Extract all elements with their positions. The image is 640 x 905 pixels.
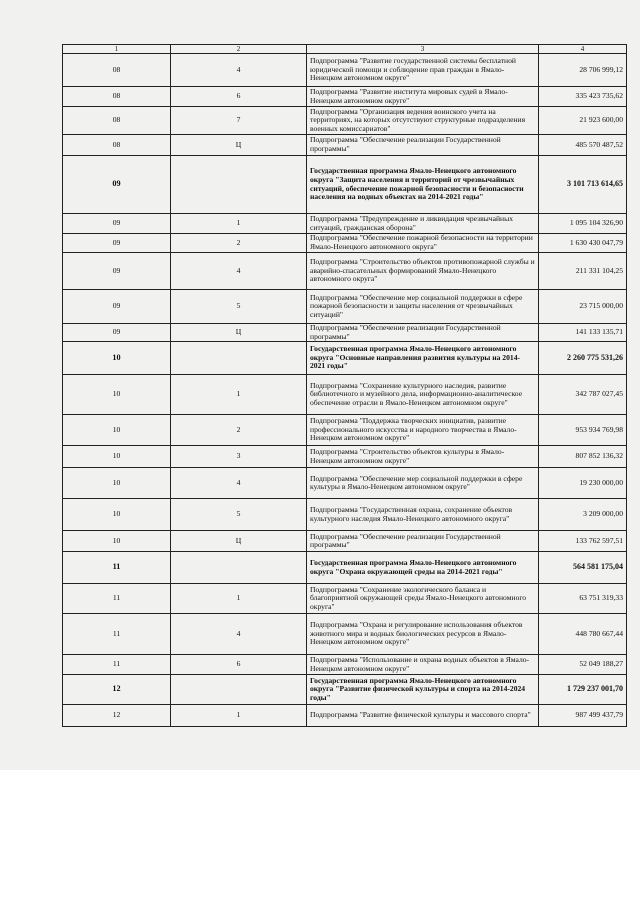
program-name-cell: Государственная программа Ямало-Ненецкого автономного округа "Охрана окружающей среды на 2014-2021 годы" [307,552,539,584]
subprogram-code-cell: 1 [171,705,307,727]
subprogram-row [63,415,627,446]
program-code-cell: 11 [63,655,171,675]
program-row [63,675,627,705]
program-code-cell: 11 [63,584,171,614]
program-name-cell: Подпрограмма "Обеспечение мер социальной поддержки в сфере культуры в Ямало-Ненецком автономном округе" [307,468,539,499]
program-row [63,552,627,584]
program-code-cell: 09 [63,214,171,234]
program-code-cell: 08 [63,135,171,156]
amount-cell: 448 780 667,44 [539,614,627,655]
subprogram-code-cell [171,156,307,214]
program-name-cell: Подпрограмма "Использование и охрана водных объектов в Ямало-Ненецком автономном округе" [307,655,539,675]
program-code-cell: 09 [63,156,171,214]
subprogram-code-cell: 1 [171,375,307,415]
subprogram-code-cell: 5 [171,290,307,324]
program-code-cell: 12 [63,705,171,727]
program-name-cell: Подпрограмма "Обеспечение реализации Государственной программы" [307,531,539,552]
program-row [63,156,627,214]
amount-cell: 807 852 136,32 [539,446,627,468]
amount-cell: 3 209 000,00 [539,499,627,531]
subprogram-row [63,324,627,342]
amount-cell: 19 230 000,00 [539,468,627,499]
subprogram-row [63,107,627,135]
program-name-cell: Подпрограмма "Обеспечение пожарной безопасности на территории Ямало-Ненецкого автономного округа" [307,234,539,253]
subprogram-row [63,87,627,107]
program-code-cell: 08 [63,107,171,135]
program-name-cell: Подпрограмма "Обеспечение реализации Государственной программы" [307,135,539,156]
subprogram-row [63,584,627,614]
subprogram-row [63,54,627,87]
program-code-cell: 10 [63,468,171,499]
subprogram-code-cell: 4 [171,468,307,499]
program-code-cell: 10 [63,446,171,468]
subprogram-code-cell: 2 [171,234,307,253]
subprogram-code-cell: 4 [171,614,307,655]
program-name-cell: Подпрограмма "Обеспечение мер социальной поддержки в сфере пожарной безопасности и защиты населения от чрезвычайных ситуаций" [307,290,539,324]
amount-cell: 342 787 027,45 [539,375,627,415]
subprogram-row [63,375,627,415]
program-name-cell: Государственная программа Ямало-Ненецкого автономного округа "Защита населения и территорий от чрезвычайных ситуаций, обеспечение пожарной безопасности и безопасности населения на водных объектах на 2014-2021 годы" [307,156,539,214]
amount-cell: 3 101 713 614,65 [539,156,627,214]
amount-cell: 133 762 597,51 [539,531,627,552]
program-name-cell: Подпрограмма "Охрана и регулирование использования объектов животного мира и водных биологических ресурсов в Ямало-Ненецком автономном округе" [307,614,539,655]
column-number-3: 3 [307,45,539,54]
amount-cell: 63 751 319,33 [539,584,627,614]
subprogram-row [63,446,627,468]
amount-cell: 1 095 104 326,90 [539,214,627,234]
subprogram-row [63,135,627,156]
table-body [63,54,627,727]
program-code-cell: 12 [63,675,171,705]
subprogram-row [63,531,627,552]
program-name-cell: Подпрограмма "Поддержка творческих инициатив, развитие профессионального искусства и народного творчества в Ямало-Ненецком автономном округе" [307,415,539,446]
program-code-cell: 09 [63,324,171,342]
subprogram-code-cell: 2 [171,415,307,446]
program-name-cell: Подпрограмма "Развитие государственной системы бесплатной юридической помощи и соблюдение прав граждан в Ямало-Ненецком автономном округе" [307,54,539,87]
subprogram-row [63,655,627,675]
program-code-cell: 11 [63,552,171,584]
column-number-2: 2 [171,45,307,54]
program-code-cell: 11 [63,614,171,655]
program-code-cell: 08 [63,54,171,87]
subprogram-row [63,614,627,655]
subprogram-code-cell: 6 [171,87,307,107]
subprogram-row [63,290,627,324]
subprogram-code-cell: Ц [171,324,307,342]
program-code-cell: 09 [63,253,171,290]
amount-cell: 564 581 175,04 [539,552,627,584]
subprogram-code-cell: 7 [171,107,307,135]
amount-cell: 335 423 735,62 [539,87,627,107]
subprogram-code-cell: 1 [171,214,307,234]
program-name-cell: Подпрограмма "Организация ведения воинского учета на территориях, на которых отсутствуют структурные подразделения военных комиссариатов" [307,107,539,135]
subprogram-row [63,705,627,727]
subprogram-code-cell: 4 [171,253,307,290]
program-name-cell: Подпрограмма "Развитие физической культуры и массового спорта" [307,705,539,727]
amount-cell: 987 499 437,79 [539,705,627,727]
amount-cell: 52 049 188,27 [539,655,627,675]
subprogram-code-cell: 3 [171,446,307,468]
program-code-cell: 10 [63,415,171,446]
program-name-cell: Подпрограмма "Развитие института мировых судей в Ямало-Ненецком автономном округе" [307,87,539,107]
subprogram-row [63,234,627,253]
program-name-cell: Подпрограмма "Предупреждение и ликвидация чрезвычайных ситуаций, гражданская оборона" [307,214,539,234]
subprogram-code-cell [171,675,307,705]
amount-cell: 953 934 769,98 [539,415,627,446]
program-name-cell: Государственная программа Ямало-Ненецкого автономного округа "Развитие физической культуры и спорта на 2014-2024 годы" [307,675,539,705]
program-name-cell: Подпрограмма "Сохранение культурного наследия, развитие библиотечного и музейного дела, информационно-аналитическое обеспечение отрасли в Ямало-Ненецком автономном округе" [307,375,539,415]
program-name-cell: Государственная программа Ямало-Ненецкого автономного округа "Основные направления развития культуры на 2014-2021 годы" [307,342,539,375]
subprogram-code-cell: 5 [171,499,307,531]
document-sheet [62,44,626,727]
program-code-cell: 09 [63,234,171,253]
subprogram-code-cell: 4 [171,54,307,87]
program-code-cell: 09 [63,290,171,324]
subprogram-row [63,253,627,290]
subprogram-row [63,468,627,499]
subprogram-code-cell: Ц [171,135,307,156]
program-name-cell: Подпрограмма "Строительство объектов культуры в Ямало-Ненецком автономном округе" [307,446,539,468]
amount-cell: 1 729 237 001,70 [539,675,627,705]
program-code-cell: 10 [63,375,171,415]
program-name-cell: Подпрограмма "Обеспечение реализации Государственной программы" [307,324,539,342]
program-name-cell: Подпрограмма "Государственная охрана, сохранение объектов культурного наследия Ямало-Ненецкого автономного округа" [307,499,539,531]
subprogram-code-cell: Ц [171,531,307,552]
amount-cell: 485 570 487,52 [539,135,627,156]
program-name-cell: Подпрограмма "Сохранение экологического баланса и благоприятной окружающей среды Ямало-Ненецкого автономного округа" [307,584,539,614]
column-number-1: 1 [63,45,171,54]
subprogram-row [63,499,627,531]
subprogram-code-cell [171,342,307,375]
column-number-row [63,45,627,54]
amount-cell: 141 133 135,71 [539,324,627,342]
amount-cell: 211 331 104,25 [539,253,627,290]
amount-cell: 2 260 775 531,26 [539,342,627,375]
budget-table [62,44,627,727]
amount-cell: 23 715 000,00 [539,290,627,324]
program-row [63,342,627,375]
program-code-cell: 10 [63,342,171,375]
program-code-cell: 10 [63,531,171,552]
subprogram-code-cell: 6 [171,655,307,675]
subprogram-row [63,214,627,234]
program-code-cell: 08 [63,87,171,107]
column-number-4: 4 [539,45,627,54]
program-code-cell: 10 [63,499,171,531]
amount-cell: 21 923 600,00 [539,107,627,135]
program-name-cell: Подпрограмма "Строительство объектов противопожарной службы и аварийно-спасательных формирований Ямало-Ненецкого автономного округа" [307,253,539,290]
subprogram-code-cell [171,552,307,584]
amount-cell: 28 706 999,12 [539,54,627,87]
amount-cell: 1 630 430 047,79 [539,234,627,253]
subprogram-code-cell: 1 [171,584,307,614]
